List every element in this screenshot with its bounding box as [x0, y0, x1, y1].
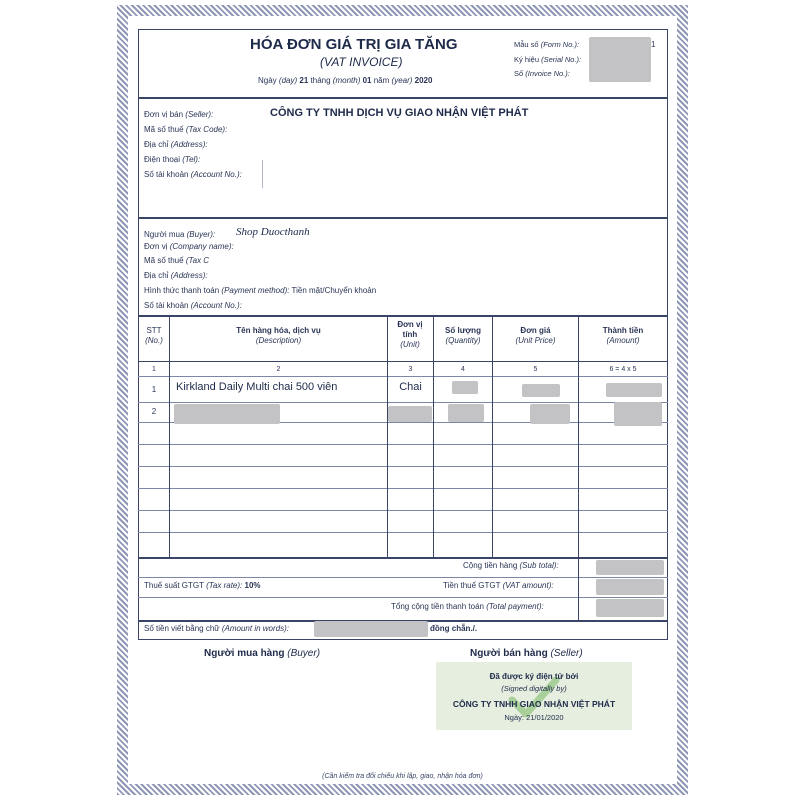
serial-label: Ký hiệu (Serial No.): [514, 55, 582, 64]
buyer-name-label: Người mua (Buyer): [144, 230, 216, 239]
redacted-subtotal [596, 560, 664, 575]
buyer-name: Shop Duocthanh [236, 226, 310, 238]
total-payment-label: Tổng cộng tiền thanh toán (Total payment): [391, 602, 544, 611]
row-unit: Chai [399, 381, 422, 393]
buyer-tax-label: Mã số thuế (Tax C [144, 256, 210, 265]
signed-company: CÔNG TY TNHH GIAO NHẬN VIỆT PHÁT [452, 699, 616, 709]
seller-account-label: Số tài khoản (Account No.): [144, 170, 242, 179]
col-header-description: Tên hàng hóa, dịch vụ (Description) [236, 326, 321, 345]
seller-account-divider [262, 160, 263, 188]
invoice-date-line: Ngày (day) 21 tháng (month) 01 năm (year) 2020 [258, 76, 433, 85]
amount-words-label: Số tiền viết bằng chữ (Amount in words): [144, 624, 289, 633]
col-number: 6 = 4 x 5 [609, 366, 637, 373]
row-description: Kirkland Daily Multi chai 500 viên [176, 381, 338, 393]
col-header-quantity: Số lượng (Quantity) [445, 326, 481, 345]
invoice-title: HÓA ĐƠN GIÁ TRỊ GIA TĂNG [250, 36, 458, 53]
seller-tax-label: Mã số thuế (Tax Code): [144, 125, 228, 134]
col-header-stt: STT (No.) [145, 326, 163, 345]
buyer-signature-label: Người mua hàng (Buyer) [204, 648, 321, 659]
seller-address-label: Địa chỉ (Address): [144, 140, 208, 149]
buyer-company-label: Đơn vị (Company name): [144, 242, 234, 251]
redacted-quantity [452, 381, 478, 394]
signed-label: Đã được ký điện tử bởi [489, 672, 579, 681]
col-header-amount: Thành tiền (Amount) [602, 326, 644, 345]
buyer-address-label: Địa chỉ (Address): [144, 271, 208, 280]
redacted-amount-in-words [314, 621, 428, 637]
redacted-unit [388, 406, 432, 422]
redacted-amount [606, 383, 662, 397]
col-number: 1 [152, 366, 156, 373]
seller-name: CÔNG TY TNHH DỊCH VỤ GIAO NHẬN VIỆT PHÁT [270, 107, 529, 119]
redacted-amount [614, 402, 662, 426]
form-no-label: Mẫu số (Form No.): [514, 40, 580, 49]
buyer-payment-label: Hình thức thanh toán (Payment method): Tiền mặt/Chuyển khoản [144, 286, 377, 295]
row-stt: 1 [151, 385, 157, 394]
signed-label-en: (Signed digitally by) [501, 684, 567, 693]
redacted-header-codes [589, 37, 651, 82]
invoice-no-label: Số (Invoice No.): [514, 69, 570, 78]
digital-signature-stamp [436, 662, 632, 730]
redacted-description [174, 404, 280, 424]
redacted-quantity [448, 404, 484, 422]
buyer-account-label: Số tài khoản (Account No.): [144, 301, 242, 310]
col-number: 5 [533, 366, 538, 373]
subtotal-label: Cộng tiền hàng (Sub total): [463, 561, 559, 570]
redacted-total-payment [596, 599, 664, 617]
redacted-unit-price [522, 384, 560, 397]
redacted-unit-price [530, 404, 570, 424]
vat-amount-label: Tiền thuế GTGT (VAT amount): [443, 581, 554, 590]
redacted-vat-amount [596, 579, 664, 595]
invoice-subtitle: (VAT INVOICE) [320, 55, 403, 69]
form-no-suffix: 1 [651, 40, 656, 49]
signed-date: Ngày: 21/01/2020 [504, 713, 564, 722]
col-number: 4 [461, 366, 465, 373]
col-number: 2 [276, 366, 281, 373]
table-header-divider [138, 361, 668, 362]
col-header-unit-price: Đơn giá (Unit Price) [515, 326, 556, 345]
tax-rate-label: Thuế suất GTGT (Tax rate): 10% [144, 581, 261, 590]
seller-phone-label: Điện thoại (Tel): [144, 155, 201, 164]
items-table [138, 315, 668, 559]
footer-note: (Cần kiểm tra đối chiếu khi lập, giao, nhận hóa đơn) [322, 773, 483, 780]
row-stt: 2 [151, 407, 157, 416]
seller-signature-label: Người bán hàng (Seller) [470, 648, 583, 659]
amount-words-suffix: đồng chẵn./. [430, 624, 478, 633]
col-number: 3 [408, 366, 413, 373]
seller-name-label: Đơn vị bán (Seller): [144, 110, 214, 119]
col-header-unit: Đơn vị tính (Unit) [397, 320, 423, 349]
